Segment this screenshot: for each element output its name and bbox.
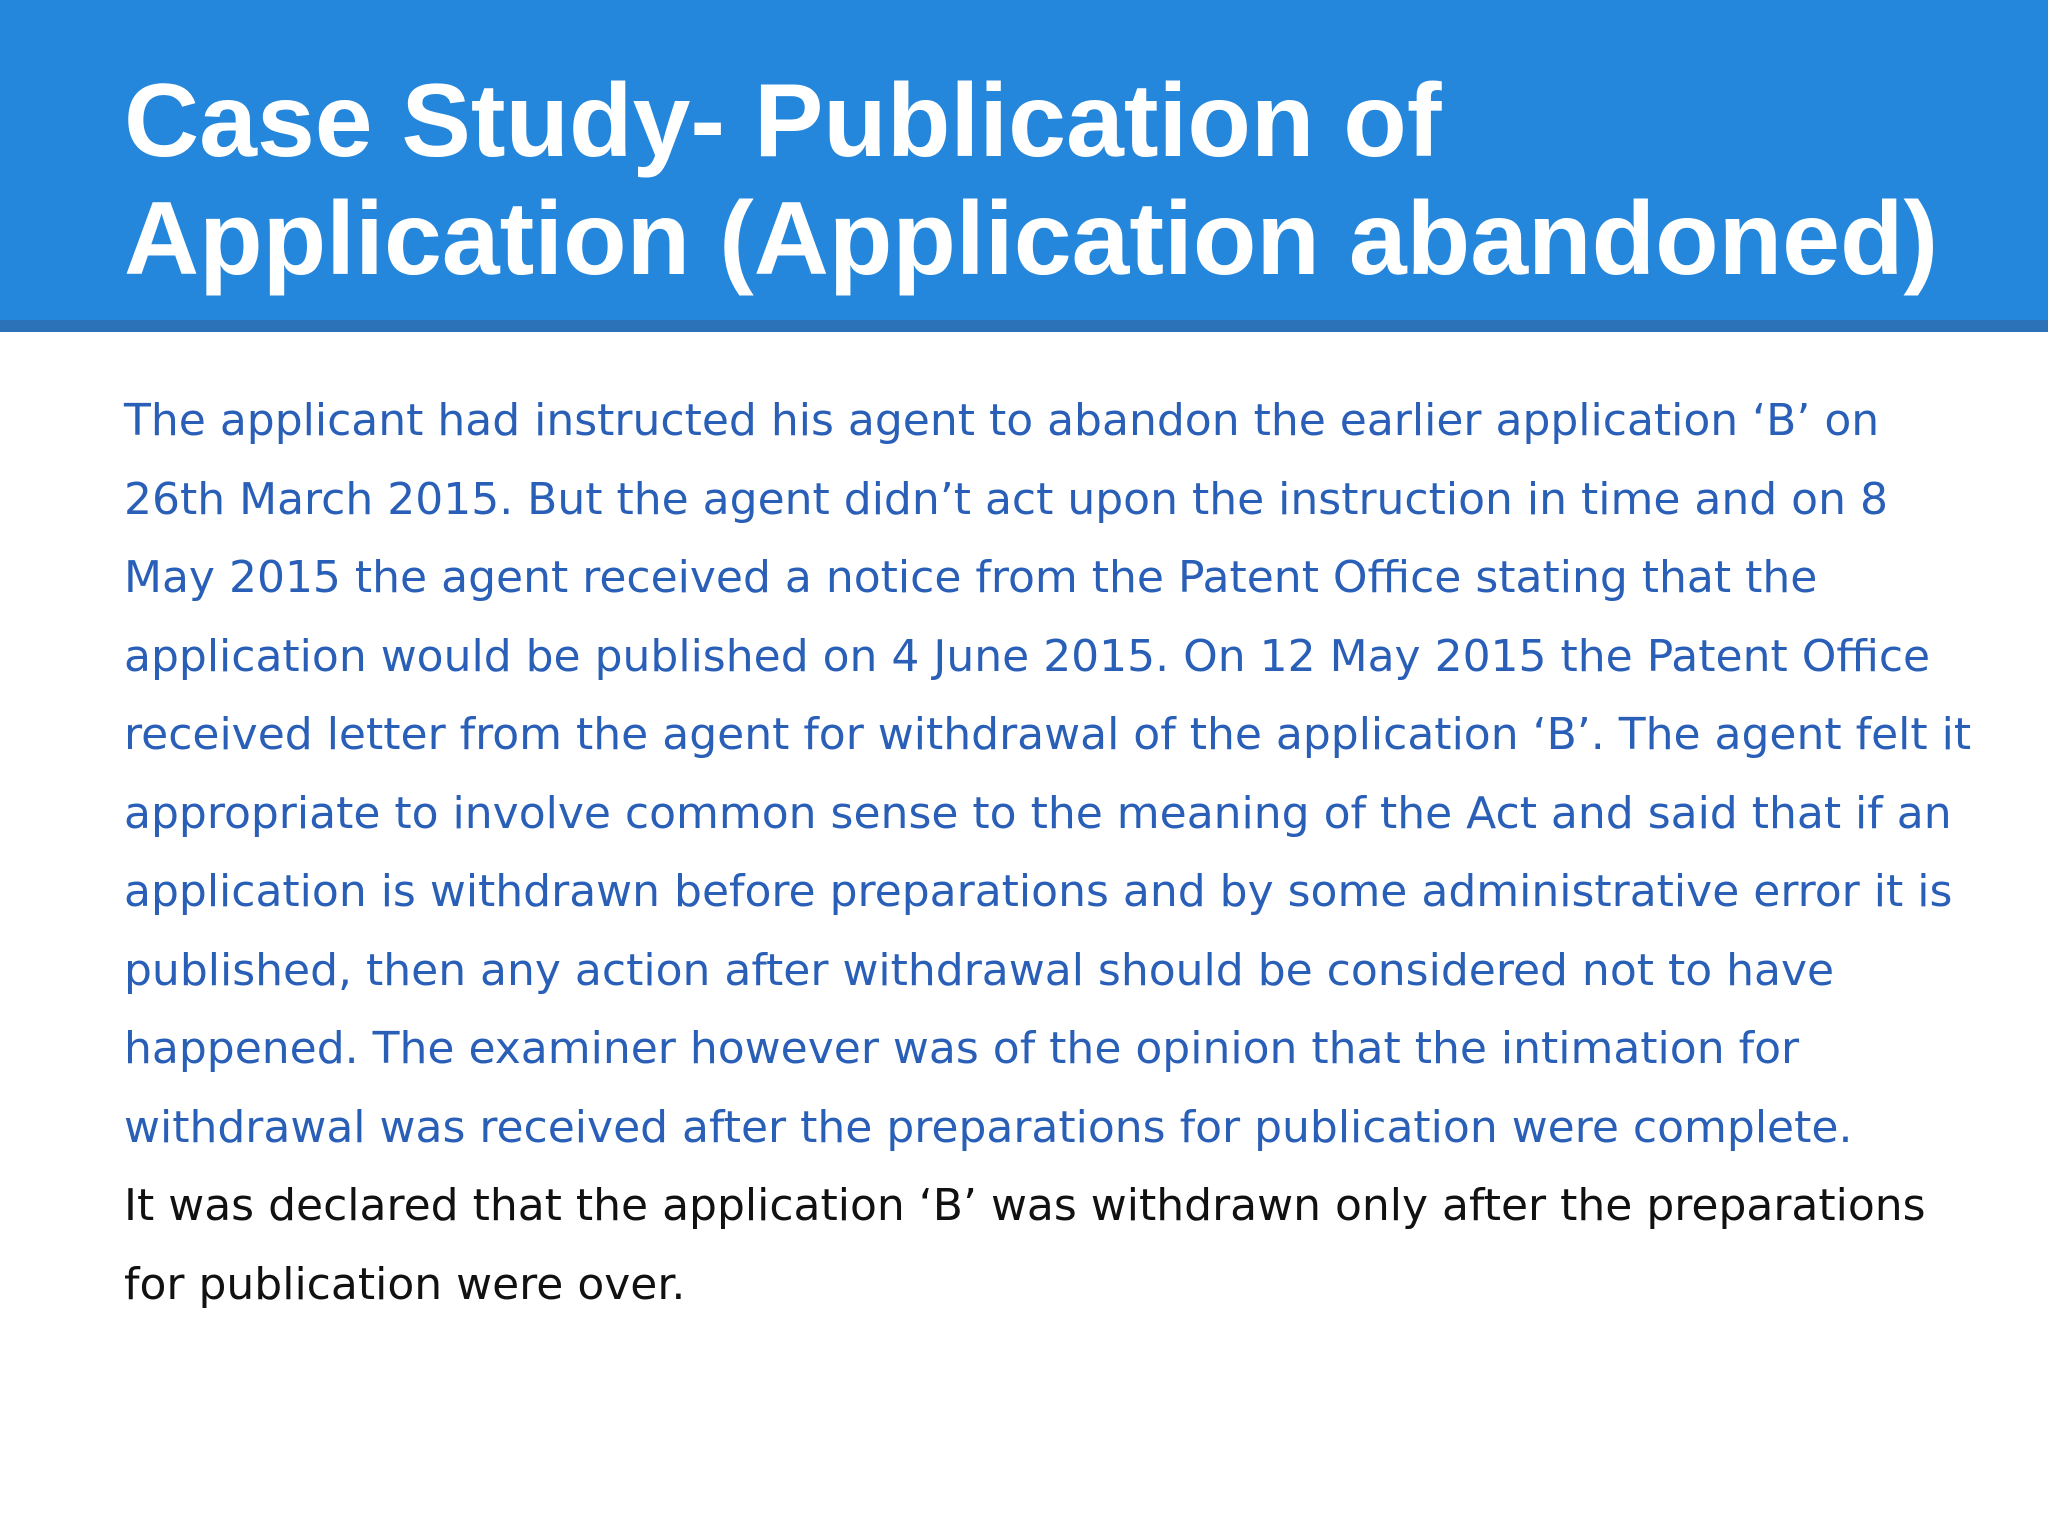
case-description: The applicant had instructed his agent to abandon the earlier application ‘B’ on 26th March 2015. But the agent didn’t act upon the instruction in time and on 8 May 2015 the agent received a notice from the Patent Office stating that the application would be published on 4 June 2015. On 12 May 2015 the Patent Office received letter from the agent for withdrawal of the application ‘B’. The agent felt it appropriate to involve common sense to the meaning of the Act and said that if an application is withdrawn before preparations and by some administrative error it is published, then any action after withdrawal should be considered not to have happened. The examiner however was of the opinion that the intimation for withdrawal was received after the preparations for publication were complete. — [124, 395, 1972, 1153]
slide-body — [124, 382, 1984, 1324]
slide-header — [0, 0, 2048, 332]
case-conclusion: It was declared that the application ‘B’ was withdrawn only after the preparations for publication were over. — [124, 1180, 1926, 1310]
slide-title: Case Study- Publication of Application (Application abandoned) — [124, 63, 1939, 297]
